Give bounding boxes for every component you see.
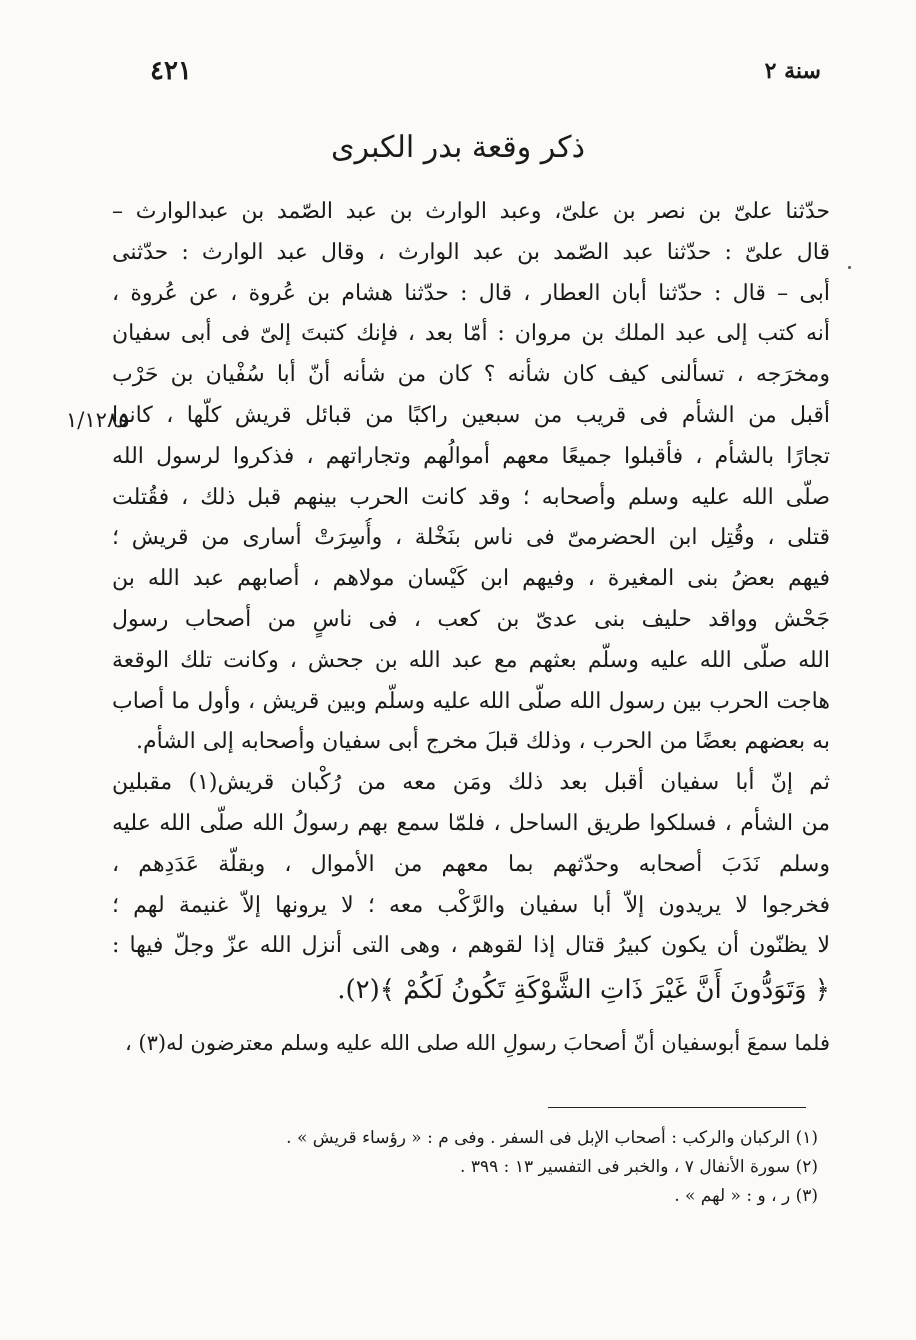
body-line: به بعضهم بعضًا من الحرب ، وذلك قبلَ مخرج أبى سفيان وأصحابه إلى الشأم. xyxy=(135,729,830,755)
footnote-3: (٣) ر ، و : « لهم » . xyxy=(674,1186,818,1206)
body-line: أنه كتب إلى عبد الملك بن مروان : أمّا بعد ، فإنك كتبتَ إلىّ فى أبى سفيان xyxy=(112,321,830,347)
body-line: قتلى ، وقُتِل ابن الحضرمىّ فى ناس بنَخْلة ، وأُسِرَتْ أسارى من قريش ؛ xyxy=(112,525,830,551)
footnote-1: (١) الركبان والركب : أصحاب الإبل فى السفر . وفى م : « رؤساء قريش » . xyxy=(286,1128,818,1148)
body-line: أقبل من الشأم فى قريب من سبعين راكبًا من قبائل قريش كلّها ، كانوا xyxy=(112,402,830,428)
body-line: ثم إنّ أبا سفيان أقبل بعد ذلك ومَن معه من رُكْبان قريش(١) مقبلين xyxy=(112,770,830,796)
body-line: الله صلّى الله عليه وسلّم بعثهم مع عبد الله بن جحش ، وكانت تلك الوقعة xyxy=(112,647,830,673)
body-line: صلّى الله عليه وسلم وأصحابه ؛ وقد كانت الحرب بينهم قبل ذلك ، فقُتلت xyxy=(112,484,830,510)
body-line: ومخرَجه ، تسألنى كيف كان شأنه ؟ كان من شأنه أنّ أبا سُفْيان بن حَرْب xyxy=(112,362,830,388)
body-line: جَحْش وواقد حليف بنى عدىّ بن كعب ، فى ناسٍ من أصحاب رسول xyxy=(112,606,830,632)
body-line: وسلم نَدَبَ أصحابه وحدّثهم بما معهم من الأموال ، وبقلّة عَدَدِهم ، xyxy=(112,851,830,877)
body-line: من الشأم ، فسلكوا طريق الساحل ، فلمّا سمع بهم رسولُ الله صلّى الله عليه xyxy=(112,810,830,836)
footnote-2: (٢) سورة الأنفال ٧ ، والخبر فى التفسير ١٣ : ٣٩٩ . xyxy=(460,1157,818,1177)
footnotes xyxy=(112,1124,818,1211)
body-line: هاجت الحرب بين رسول الله صلّى الله عليه وسلّم وبين قريش ، وأول ما أصاب xyxy=(112,688,830,714)
body-line: أبى – قال : حدّثنا أبان العطار ، قال : حدّثنا هشام بن عُروة ، عن عُروة ، xyxy=(112,280,830,306)
body-line: لا يظنّون أن يكون كبيرُ قتال إذا لقوهم ، وهى التى أنزل الله عزّ وجلّ فيها : xyxy=(112,933,830,959)
running-header-year: سنة ٢ xyxy=(764,58,821,84)
body-line: حدّثنا علىّ بن نصر بن علىّ، وعبد الوارث بن عبد الصّمد بن عبدالوارث – xyxy=(112,199,830,224)
body-line: فلما سمعَ أبوسفيان أنّ أصحابَ رسولِ الله صلى الله عليه وسلم معترضون له(٣) ، xyxy=(124,1031,830,1056)
body-text xyxy=(112,192,830,1064)
paper-speck xyxy=(848,266,851,269)
page-number: ٤٢١ xyxy=(150,56,192,86)
chapter-title: ذكر وقعة بدر الكبرى xyxy=(331,130,585,165)
quran-verse: ﴿ وَتَوَدُّونَ أَنَّ غَيْرَ ذَاتِ الشَّوْكَةِ تَكُونُ لَكُمْ ﴾(٢). xyxy=(337,975,830,1006)
body-line: تجارًا بالشأم ، فأقبلوا جميعًا معهم أموالُهم وتجاراتهم ، فذكروا لرسول الله xyxy=(112,443,830,469)
body-line: قال علىّ : حدّثنا عبد الصّمد بن عبد الوارث ، وقال عبد الوارث : حدّثنى xyxy=(112,239,830,265)
margin-reference: ١/١٢٨٥ xyxy=(66,408,130,432)
body-line: فيهم بعضُ بنى المغيرة ، وفيهم ابن كَيْسان مولاهم ، أصابهم عبد الله بن xyxy=(112,566,830,592)
footnote-divider xyxy=(548,1107,806,1108)
paragraph-gap xyxy=(112,1013,830,1023)
body-line: فخرجوا لا يريدون إلاّ أبا سفيان والرَّكْب معه ؛ لا يرونها إلاّ غنيمة لهم ؛ xyxy=(112,892,830,918)
